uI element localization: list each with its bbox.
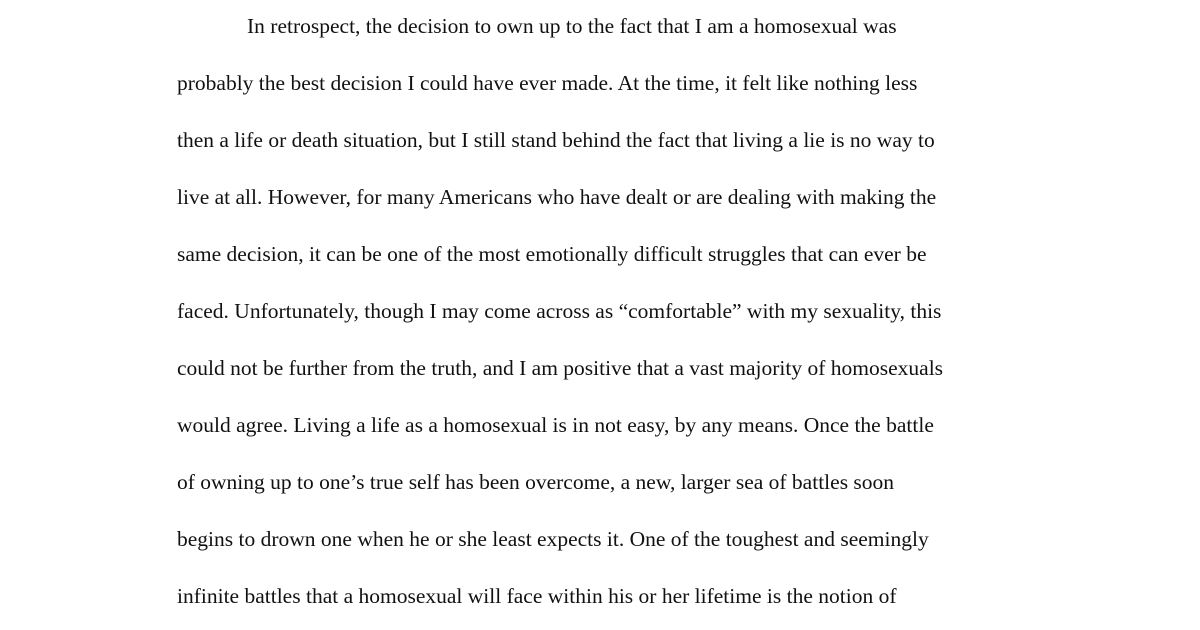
paragraph-line: begins to drown one when he or she least expects it. One of the toughest and seemingly	[177, 527, 929, 551]
paragraph-line: faced. Unfortunately, though I may come across as “comfortable” with my sexuality, this	[177, 299, 942, 323]
paragraph-line: could not be further from the truth, and I am positive that a vast majority of homosexuals	[177, 356, 944, 380]
paragraph-line: would agree. Living a life as a homosexual is in not easy, by any means. Once the battle	[177, 413, 934, 437]
paragraph-line: same decision, it can be one of the most emotionally difficult struggles that can ever be	[177, 242, 927, 266]
paragraph-line: In retrospect, the decision to own up to the fact that I am a homosexual was	[247, 14, 897, 38]
paragraph-line: live at all. However, for many Americans who have dealt or are dealing with making the	[177, 185, 937, 209]
paragraph-line: then a life or death situation, but I still stand behind the fact that living a lie is no way to	[177, 128, 935, 152]
paragraph-line: infinite battles that a homosexual will face within his or her lifetime is the notion of	[177, 584, 897, 608]
paragraph-line: probably the best decision I could have ever made. At the time, it felt like nothing less	[177, 71, 918, 95]
paragraph-line: of owning up to one’s true self has been overcome, a new, larger sea of battles soon	[177, 470, 895, 494]
